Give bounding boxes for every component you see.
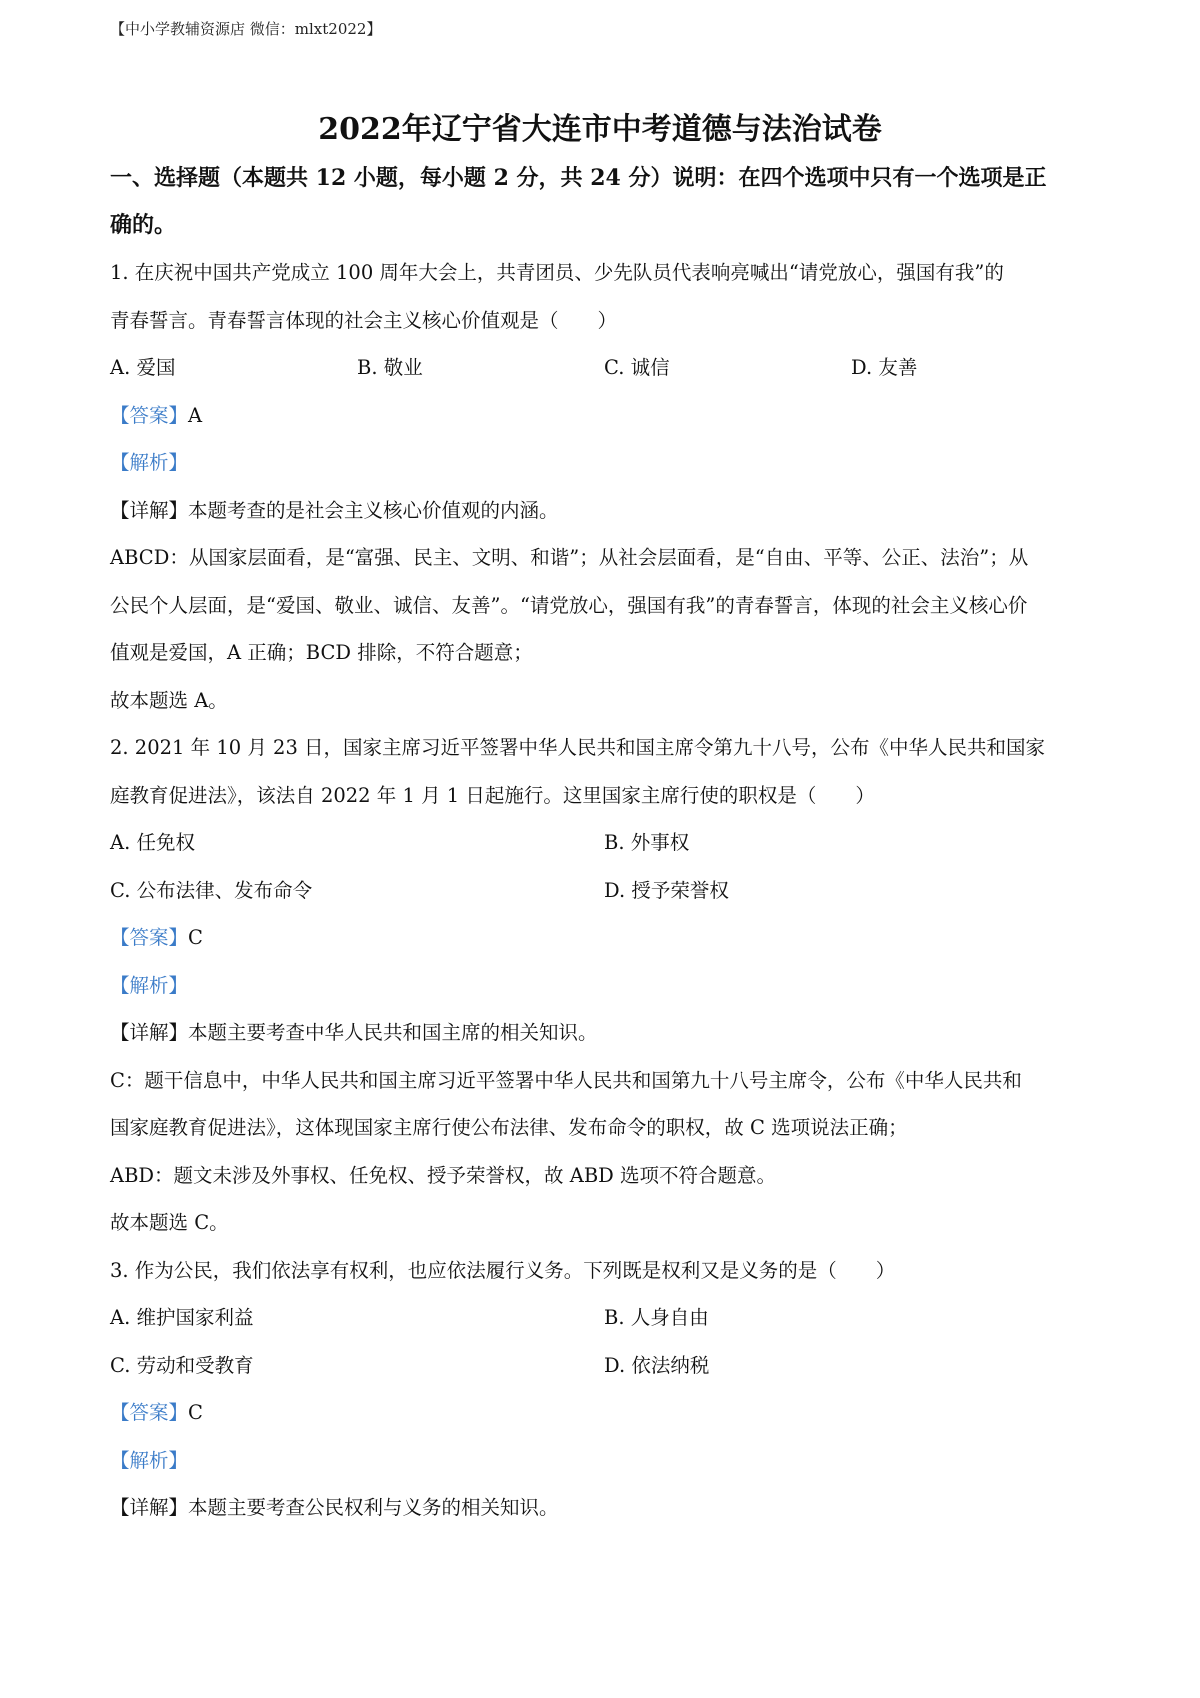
q2-option-a: A. 任免权 — [110, 831, 195, 854]
q3-option-b: B. 人身自由 — [604, 1306, 709, 1329]
q1-option-b: B. 敬业 — [357, 356, 423, 379]
analysis-tag: 【解析】 — [110, 1448, 189, 1472]
section-heading: 一、选择题（本题共 12 小题，每小题 2 分，共 24 分）说明：在四个选项中只有一个选项是正 — [110, 165, 1047, 191]
q2-detail-3: 国家庭教育促进法》，这体现国家主席行使公布法律、发布命令的职权，故 C 选项说法正确； — [110, 1116, 908, 1139]
q3-stem: 3. 作为公民，我们依法享有权利，也应依法履行义务。下列既是权利又是义务的是（ ） — [110, 1258, 896, 1282]
page-title: 2022年辽宁省大连市中考道德与法治试卷 — [318, 112, 882, 147]
q2-option-c: C. 公布法律、发布命令 — [110, 878, 313, 902]
q2-options-row1 — [110, 819, 1100, 867]
watermark-text: 【中小学教辅资源店 微信：mlxt2022】 — [110, 20, 382, 38]
q1-option-a: A. 爱国 — [110, 356, 176, 379]
q2-analysis — [110, 962, 1100, 1010]
q3-option-a: A. 维护国家利益 — [110, 1306, 254, 1329]
section-heading-cont: 确的。 — [110, 212, 177, 238]
q3-option-d: D. 依法纳税 — [604, 1353, 710, 1377]
q3-answer-value: C — [188, 1401, 203, 1424]
analysis-tag: 【解析】 — [110, 451, 189, 474]
q2-detail-4: ABD：题文未涉及外事权、任免权、授予荣誉权，故 ABD 选项不符合题意。 — [110, 1163, 776, 1187]
q2-detail-2: C：题干信息中，中华人民共和国主席习近平签署中华人民共和国第九十八号主席令，公布《中华人民共和 — [110, 1068, 1022, 1092]
q1-detail-1: 【详解】本题考查的是社会主义核心价值观的内涵。 — [110, 498, 559, 522]
q3-answer — [110, 1389, 1100, 1437]
q2-option-b: B. 外事权 — [604, 831, 690, 854]
q1-answer-value: A — [188, 403, 203, 427]
q1-detail-4: 值观是爱国，A 正确；BCD 排除，不符合题意； — [110, 641, 533, 664]
q2-stem: 2. 2021 年 10 月 23 日，国家主席习近平签署中华人民共和国主席令第九十八号，公布《中华人民共和国家 — [110, 736, 1046, 759]
q3-options-row2 — [110, 1342, 1100, 1390]
q1-stem-cont: 青春誓言。青春誓言体现的社会主义核心价值观是（ ） — [110, 308, 618, 332]
q1-conclusion: 故本题选 A。 — [110, 688, 228, 712]
analysis-tag: 【解析】 — [110, 973, 189, 997]
q3-analysis — [110, 1437, 1100, 1485]
q2-option-d: D. 授予荣誉权 — [604, 878, 729, 902]
answer-tag: 【答案】 — [110, 403, 189, 427]
q1-detail-2: ABCD：从国家层面看，是“富强、民主、文明、和谐”；从社会层面看，是“自由、平等、公正、法治”；从 — [110, 546, 1029, 569]
content-body — [110, 155, 1100, 1532]
q3-detail-1: 【详解】本题主要考查公民权利与义务的相关知识。 — [110, 1496, 559, 1519]
q2-answer-value: C — [188, 926, 203, 949]
q2-options-row2 — [110, 867, 1100, 915]
answer-tag: 【答案】 — [110, 926, 189, 949]
q2-detail-1: 【详解】本题主要考查中华人民共和国主席的相关知识。 — [110, 1021, 598, 1044]
q1-stem: 1. 在庆祝中国共产党成立 100 周年大会上，共青团员、少先队员代表响亮喊出“请党放心，强国有我”的 — [110, 261, 1004, 284]
q1-option-d: D. 友善 — [851, 356, 918, 379]
q1-answer — [110, 392, 1100, 440]
q3-option-c: C. 劳动和受教育 — [110, 1353, 254, 1377]
q1-detail-3: 公民个人层面，是“爱国、敬业、诚信、友善”。“请党放心，强国有我”的青春誓言，体现的社会主义核心价 — [110, 593, 1028, 617]
q3-options-row1 — [110, 1294, 1100, 1342]
q2-conclusion: 故本题选 C。 — [110, 1211, 229, 1234]
q1-options — [110, 344, 1100, 392]
q1-option-c: C. 诚信 — [604, 356, 670, 379]
q2-stem-cont: 庭教育促进法》，该法自 2022 年 1 月 1 日起施行。这里国家主席行使的职权是（ ） — [110, 783, 875, 807]
q1-analysis — [110, 439, 1100, 487]
q2-answer — [110, 914, 1100, 962]
answer-tag: 【答案】 — [110, 1401, 189, 1424]
